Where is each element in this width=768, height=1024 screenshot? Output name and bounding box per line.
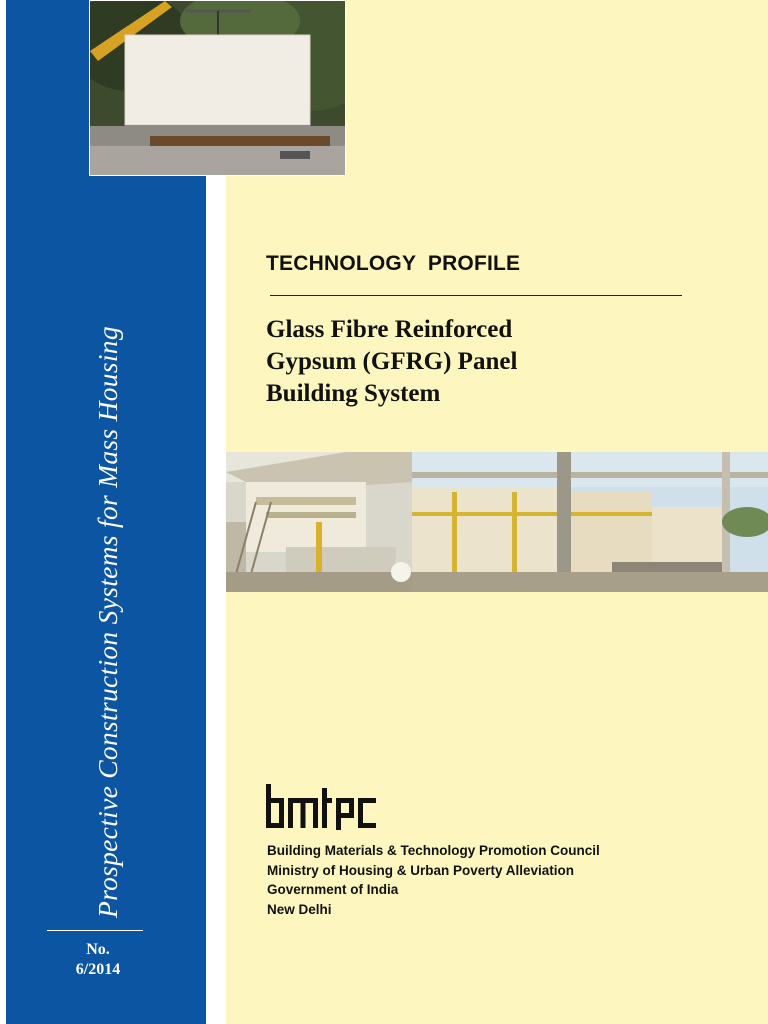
document-title [266,314,736,410]
issue-number [60,940,136,980]
band-divider [47,930,143,931]
panel-storage-yard-photo [412,452,768,592]
org-line: New Delhi [267,901,332,917]
title-line: Building System [266,380,441,407]
org-line: Ministry of Housing & Urban Poverty Alleviation [267,862,575,878]
crane-lifting-gfrg-panel-photo [89,0,346,176]
issue-value: 6/2014 [75,961,121,978]
publisher-block [267,841,600,919]
issue-label: No. [86,941,110,958]
bmtpc-logo [266,784,382,830]
kicker-heading: TECHNOLOGY PROFILE [266,252,521,275]
series-title: Prospective Construction Systems for Mass Housing [92,326,123,918]
org-line: Government of India [267,882,399,897]
title-line: Glass Fibre Reinforced [266,316,513,343]
panel-manufacturing-plant-photo [226,452,412,592]
org-line: Building Materials & Technology Promotion Council [267,843,600,858]
title-line: Gypsum (GFRG) Panel [266,348,518,375]
title-divider [270,295,682,296]
